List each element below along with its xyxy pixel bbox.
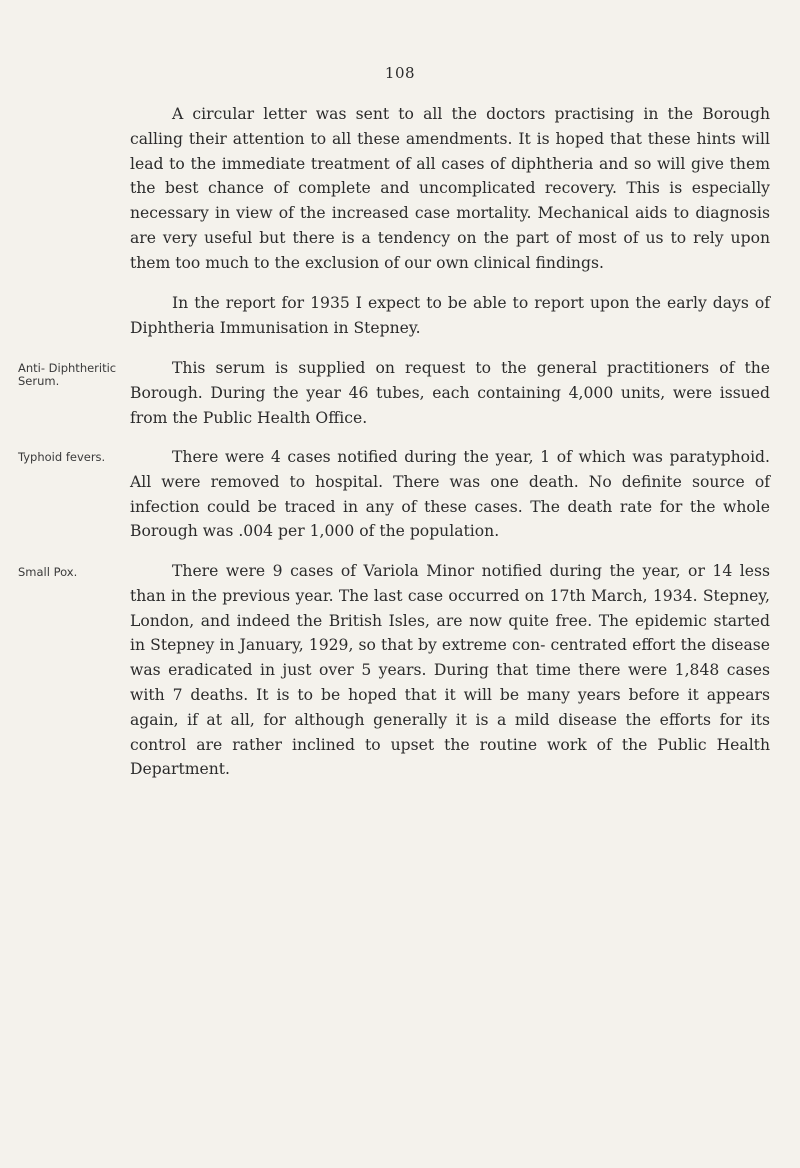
paragraph-circular-letter: A circular letter was sent to all the doctors practising in the Borough calling their attention to all these amendments. It is hoped that these hints will lead to the immediate treatment of all cases of diphtheria and so will give them the best chance of complete and uncomplicated recovery. This is especially necessary in view of the increased case mortality. Mechanical aids to diagnosis are very useful but there is a tendency on the part of most of us to rely upon them too much to the exclusion of our own clinical findings. (130, 105, 770, 272)
paragraph-typhoid-fevers: There were 4 cases notified during the year, 1 of which was paratyphoid. All were removed to hospital. There was one death. No definite source of infection could be traced in any of these cases. The death rate for the whole Borough was .004 per 1,000 of the population. (130, 448, 770, 541)
side-heading-small-pox: Small Pox. (18, 565, 78, 579)
paragraph-small-pox: There were 9 cases of Variola Minor notified during the year, or 14 less than in the previous year. The last case occurred on 17th March, 1934. Stepney, London, and indeed the British Isles, are now quite free. The epidemic started in Stepney in January, 1929, so that by extreme con- centrated effort the disease was eradicated in just over 5 years. During that time there were 1,848 cases with 7 deaths. It is to be hoped that it will be many years before it appears again, if at all, for although generally it is a mild disease the efforts for its control are rather inclined to upset the routine work of the Public Health Department. (130, 562, 770, 779)
side-heading-anti-diphtheritic-serum: Anti- Diphtheritic Serum. (18, 361, 117, 388)
paragraph-immunisation-report: In the report for 1935 I expect to be able to report upon the early days of Diphtheria Immunisation in Stepney. (130, 294, 770, 337)
page-number: 108 (384, 64, 416, 82)
side-heading-typhoid-fevers: Typhoid fevers. (18, 450, 106, 464)
paragraph-anti-diphtheritic-serum: This serum is supplied on request to the general practitioners of the Borough. During the year 46 tubes, each containing 4,000 units, were issued from the Public Health Office. (130, 359, 770, 427)
